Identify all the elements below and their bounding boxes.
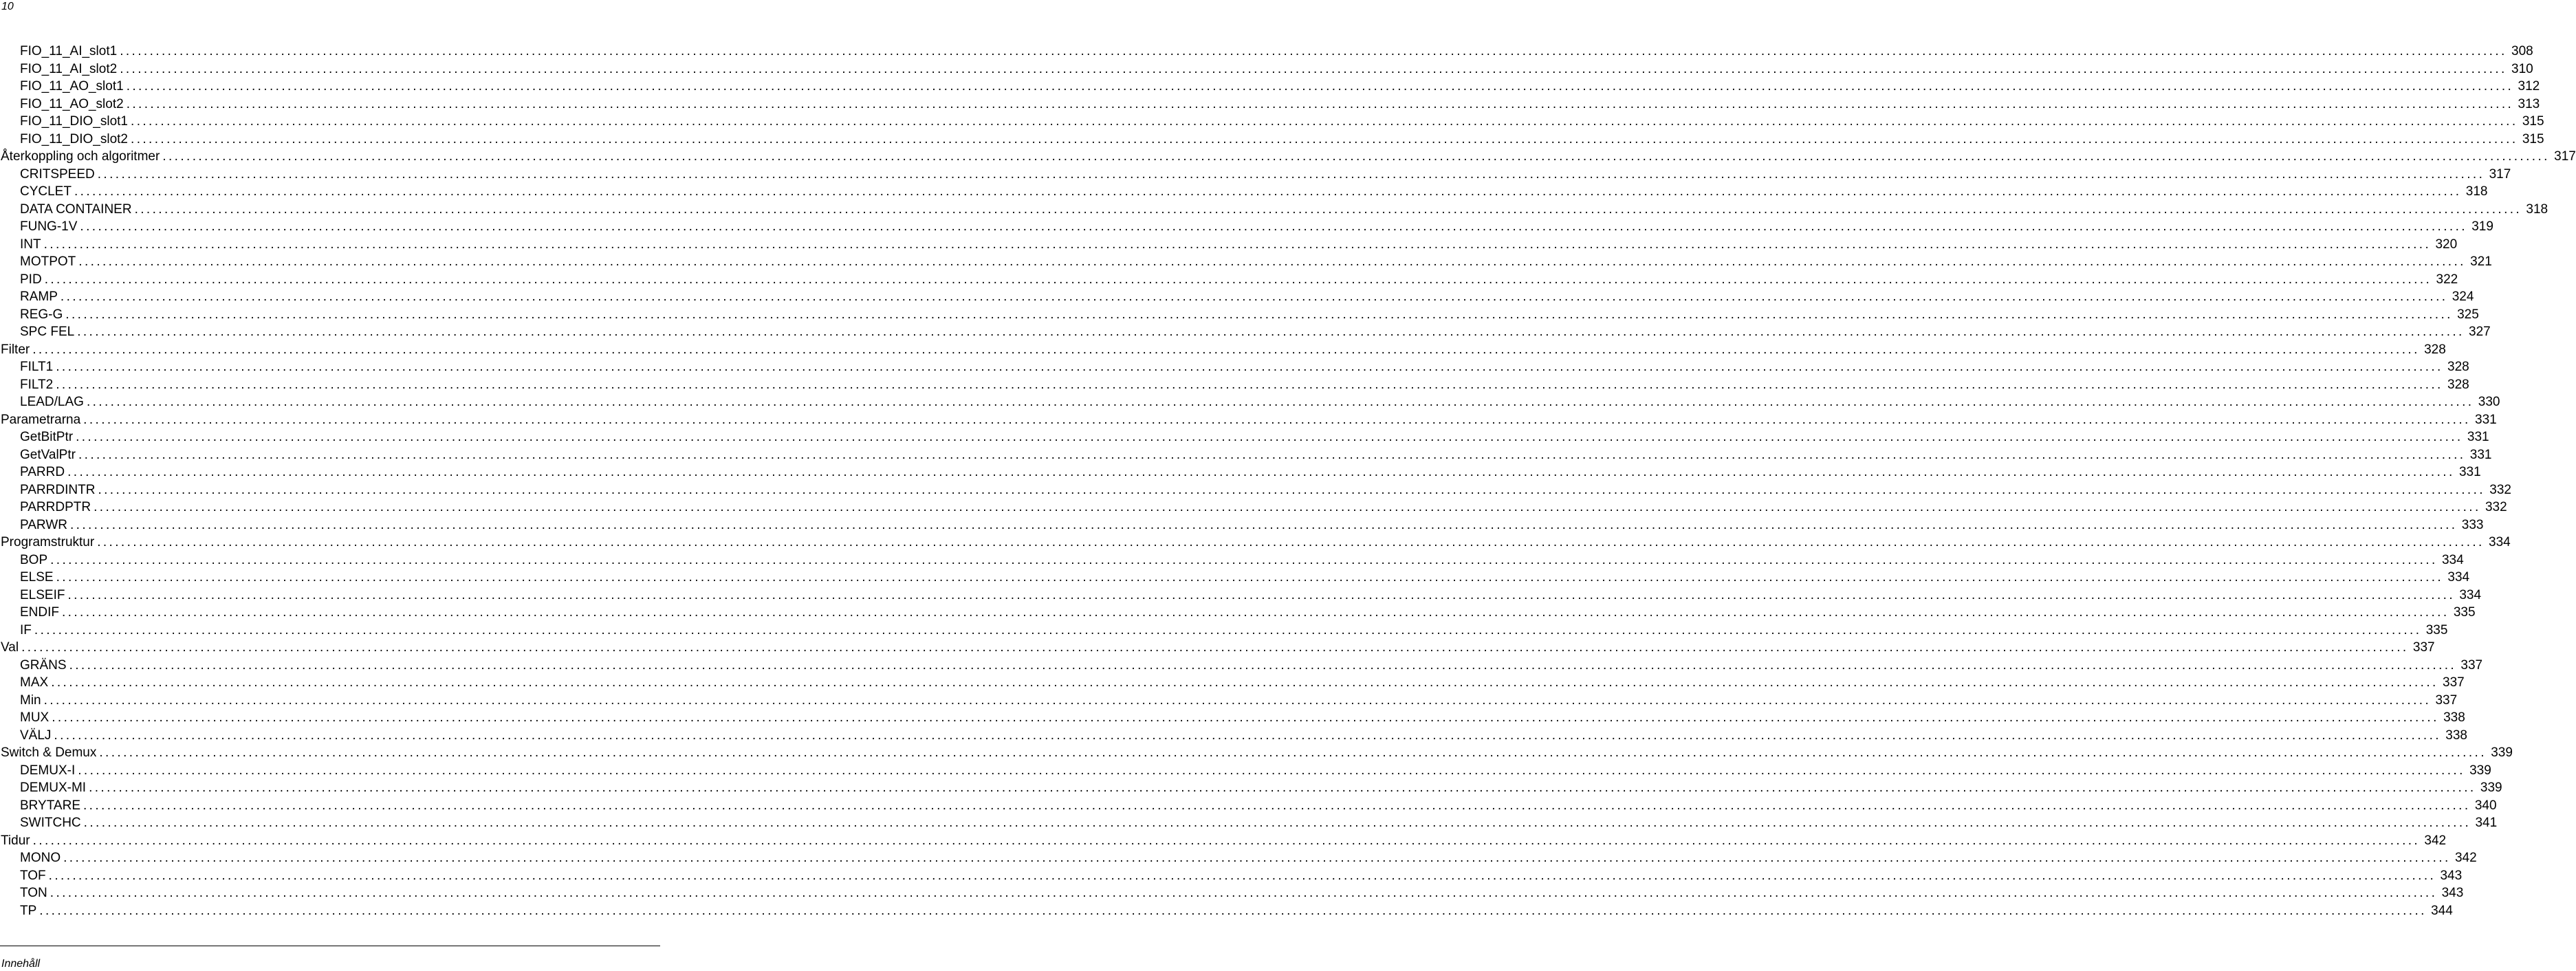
toc-entry-page-number: 342 <box>2454 851 2477 865</box>
toc-section-entry[interactable] <box>0 411 2497 429</box>
dot-leader: ................................................................................................................................................................................................................................................................................................................................................................................................................ <box>63 851 2451 865</box>
toc-entry[interactable] <box>0 323 2491 341</box>
toc-entry-label: FILT1 <box>20 360 54 374</box>
toc-entry-page-number: 317 <box>2489 166 2511 182</box>
toc-entry-page-number: 337 <box>2435 692 2458 708</box>
toc-entry[interactable] <box>0 779 2502 797</box>
dot-leader: ................................................................................................................................................................................................................................................................................................................................................................................................................ <box>21 640 2409 655</box>
toc-entry[interactable] <box>0 428 2489 446</box>
toc-entry-label: FIO_11_AO_slot1 <box>20 79 124 94</box>
toc-entry-label: PARRDINTR <box>20 482 96 497</box>
dot-leader: ................................................................................................................................................................................................................................................................................................................................................................................................................ <box>83 412 2471 427</box>
toc-entry-label: Programstruktur <box>1 535 95 549</box>
toc-entry-page-number: 340 <box>2474 798 2497 813</box>
toc-entry-page-number: 339 <box>2469 763 2491 778</box>
toc-entry-label: VÄLJ <box>20 728 52 743</box>
toc-entry-label: Tidur <box>1 833 30 848</box>
dot-leader: ................................................................................................................................................................................................................................................................................................................................................................................................................ <box>56 377 2443 392</box>
toc-entry[interactable] <box>0 166 2511 184</box>
toc-entry-label: GRÄNS <box>20 657 67 673</box>
toc-entry[interactable] <box>0 376 2469 394</box>
toc-entry[interactable] <box>0 236 2458 254</box>
toc-entry-label: ELSE <box>20 570 54 585</box>
toc-entry-label: TP <box>20 903 37 918</box>
toc-entry-page-number: 313 <box>2518 96 2540 111</box>
dot-leader: ................................................................................................................................................................................................................................................................................................................................................................................................................ <box>76 430 2463 444</box>
toc-entry[interactable] <box>0 271 2458 289</box>
toc-entry[interactable] <box>0 727 2467 745</box>
toc-entry-page-number: 338 <box>2443 710 2465 725</box>
footer-title: Innehåll <box>1 958 41 970</box>
dot-leader: ................................................................................................................................................................................................................................................................................................................................................................................................................ <box>69 657 2457 673</box>
dot-leader: ................................................................................................................................................................................................................................................................................................................................................................................................................ <box>69 517 2458 532</box>
dot-leader: ................................................................................................................................................................................................................................................................................................................................................................................................................ <box>120 61 2507 76</box>
toc-entry-page-number: 339 <box>2491 745 2513 760</box>
toc-entry[interactable] <box>0 902 2453 920</box>
toc-entry-label: MONO <box>20 851 61 865</box>
toc-entry-label: Återkoppling och algoritmer <box>1 149 160 164</box>
dot-leader: ................................................................................................................................................................................................................................................................................................................................................................................................................ <box>56 570 2444 585</box>
dot-leader: ................................................................................................................................................................................................................................................................................................................................................................................................................ <box>74 184 2462 199</box>
toc-entry[interactable] <box>0 622 2448 640</box>
toc-entry-label: MAX <box>20 675 49 690</box>
toc-entry[interactable] <box>0 288 2474 306</box>
toc-entry-label: Filter <box>1 342 30 357</box>
toc-entry-page-number: 342 <box>2424 833 2447 848</box>
toc-entry-page-number: 344 <box>2431 903 2453 918</box>
toc-section-entry[interactable] <box>0 534 2511 552</box>
toc-entry[interactable] <box>0 814 2498 832</box>
toc-entry[interactable] <box>0 569 2470 587</box>
toc-entry[interactable] <box>0 393 2500 411</box>
toc-entry[interactable] <box>0 709 2465 727</box>
toc-entry-label: Min <box>20 692 41 708</box>
toc-entry-page-number: 332 <box>2485 500 2507 514</box>
toc-entry-page-number: 318 <box>2526 201 2548 217</box>
dot-leader: ................................................................................................................................................................................................................................................................................................................................................................................................................ <box>78 763 2465 778</box>
dot-leader: ................................................................................................................................................................................................................................................................................................................................................................................................................ <box>52 710 2439 725</box>
dot-leader: ................................................................................................................................................................................................................................................................................................................................................................................................................ <box>131 131 2518 146</box>
dot-leader: ................................................................................................................................................................................................................................................................................................................................................................................................................ <box>162 149 2550 164</box>
toc-entry-label: Val <box>1 640 19 655</box>
toc-entry[interactable] <box>0 587 2482 604</box>
dot-leader: ................................................................................................................................................................................................................................................................................................................................................................................................................ <box>126 96 2514 111</box>
toc-entry-page-number: 339 <box>2480 781 2502 795</box>
toc-entry-label: BOP <box>20 552 48 567</box>
toc-entry-page-number: 334 <box>2489 535 2511 549</box>
toc-entry-page-number: 335 <box>2425 622 2448 637</box>
dot-leader: ................................................................................................................................................................................................................................................................................................................................................................................................................ <box>94 500 2481 514</box>
dot-leader: ................................................................................................................................................................................................................................................................................................................................................................................................................ <box>99 745 2487 760</box>
toc-entry-page-number: 310 <box>2511 61 2533 76</box>
toc-entry-label: Switch & Demux <box>1 745 97 760</box>
toc-entry[interactable] <box>0 131 2544 149</box>
toc-entry-page-number: 327 <box>2469 325 2491 339</box>
toc-entry-page-number: 334 <box>2441 552 2464 567</box>
toc-entry[interactable] <box>0 867 2463 885</box>
toc-entry-label: PARRD <box>20 465 65 479</box>
toc-entry-page-number: 315 <box>2522 114 2544 129</box>
toc-section-entry[interactable] <box>0 744 2513 762</box>
toc-entry-page-number: 317 <box>2554 149 2576 164</box>
toc-entry[interactable] <box>0 201 2548 219</box>
toc-entry-page-number: 319 <box>2471 219 2493 234</box>
toc-entry[interactable] <box>0 61 2533 78</box>
toc-entry[interactable] <box>0 78 2540 96</box>
toc-entry-page-number: 331 <box>2467 430 2489 444</box>
toc-entry-label: GetValPtr <box>20 447 76 462</box>
dot-leader: ................................................................................................................................................................................................................................................................................................................................................................................................................ <box>56 360 2443 374</box>
toc-entry-page-number: 334 <box>2459 587 2482 602</box>
toc-entry[interactable] <box>0 463 2481 481</box>
toc-entry-page-number: 325 <box>2457 307 2479 322</box>
toc-entry[interactable] <box>0 96 2540 113</box>
toc-entry-label: PID <box>20 272 42 287</box>
toc-entry[interactable] <box>0 306 2479 324</box>
toc-entry-page-number: 320 <box>2435 237 2458 252</box>
dot-leader: ................................................................................................................................................................................................................................................................................................................................................................................................................ <box>43 692 2432 708</box>
dot-leader: ................................................................................................................................................................................................................................................................................................................................................................................................................ <box>39 903 2427 918</box>
toc-entry-label: DEMUX-MI <box>20 781 87 795</box>
dot-leader: ................................................................................................................................................................................................................................................................................................................................................................................................................ <box>134 201 2522 217</box>
toc-entry-label: DATA CONTAINER <box>20 201 132 217</box>
toc-entry-page-number: 308 <box>2511 44 2533 58</box>
toc-entry-label: RAMP <box>20 290 58 304</box>
toc-entry-label: FIO_11_DIO_slot1 <box>20 114 129 129</box>
toc-entry[interactable] <box>0 218 2493 236</box>
toc-entry[interactable] <box>0 113 2544 131</box>
dot-leader: ................................................................................................................................................................................................................................................................................................................................................................................................................ <box>89 781 2476 795</box>
dot-leader: ................................................................................................................................................................................................................................................................................................................................................................................................................ <box>60 290 2448 304</box>
dot-leader: ................................................................................................................................................................................................................................................................................................................................................................................................................ <box>97 535 2485 549</box>
toc-entry-page-number: 331 <box>2475 412 2497 427</box>
toc-entry[interactable] <box>0 552 2464 569</box>
toc-entry-label: REG-G <box>20 307 63 322</box>
toc-entry-page-number: 328 <box>2447 360 2469 374</box>
toc-entry-label: ENDIF <box>20 605 59 620</box>
toc-section-entry[interactable] <box>0 148 2576 166</box>
toc-entry[interactable] <box>0 797 2497 815</box>
toc-entry-label: FIO_11_AI_slot1 <box>20 44 118 58</box>
toc-entry-label: LEAD/LAG <box>20 395 84 409</box>
toc-entry[interactable] <box>0 253 2492 271</box>
toc-entry-label: ELSEIF <box>20 587 65 602</box>
toc-entry-label: DEMUX-I <box>20 763 76 778</box>
dot-leader: ................................................................................................................................................................................................................................................................................................................................................................................................................ <box>32 833 2421 848</box>
toc-entry[interactable] <box>0 43 2533 61</box>
toc-entry-label: FILT2 <box>20 377 54 392</box>
dot-leader: ................................................................................................................................................................................................................................................................................................................................................................................................................ <box>50 886 2438 900</box>
dot-leader: ................................................................................................................................................................................................................................................................................................................................................................................................................ <box>67 465 2455 479</box>
toc-entry-label: SPC FEL <box>20 325 75 339</box>
toc-entry-label: TOF <box>20 868 46 883</box>
toc-entry-label: BRYTARE <box>20 798 80 813</box>
toc-entry[interactable] <box>0 481 2511 499</box>
toc-entry-label: MUX <box>20 710 50 725</box>
dot-leader: ................................................................................................................................................................................................................................................................................................................................................................................................................ <box>77 325 2465 339</box>
toc-entry-page-number: 333 <box>2461 517 2484 532</box>
dot-leader: ................................................................................................................................................................................................................................................................................................................................................................................................................ <box>83 798 2471 813</box>
dot-leader: ................................................................................................................................................................................................................................................................................................................................................................................................................ <box>67 587 2456 602</box>
toc-entry[interactable] <box>0 183 2488 201</box>
toc-entry[interactable] <box>0 674 2465 692</box>
toc-entry-page-number: 341 <box>2475 816 2498 830</box>
dot-leader: ................................................................................................................................................................................................................................................................................................................................................................................................................ <box>44 272 2432 287</box>
toc-entry[interactable] <box>0 657 2483 675</box>
table-of-contents <box>0 43 2576 919</box>
dot-leader: ................................................................................................................................................................................................................................................................................................................................................................................................................ <box>54 728 2441 743</box>
dot-leader: ................................................................................................................................................................................................................................................................................................................................................................................................................ <box>86 395 2474 409</box>
toc-entry-page-number: 338 <box>2445 728 2467 743</box>
toc-entry-page-number: 328 <box>2447 377 2469 392</box>
toc-entry-label: TON <box>20 886 47 900</box>
toc-entry-label: Parametrarna <box>1 412 81 427</box>
toc-entry[interactable] <box>0 446 2492 464</box>
toc-entry-label: MOTPOT <box>20 254 76 269</box>
toc-entry[interactable] <box>0 604 2476 622</box>
dot-leader: ................................................................................................................................................................................................................................................................................................................................................................................................................ <box>80 219 2467 234</box>
dot-leader: ................................................................................................................................................................................................................................................................................................................................................................................................................ <box>126 79 2514 94</box>
toc-entry-page-number: 312 <box>2518 79 2540 94</box>
toc-entry[interactable] <box>0 849 2477 867</box>
toc-entry-page-number: 315 <box>2522 131 2544 146</box>
toc-entry[interactable] <box>0 358 2469 376</box>
toc-entry[interactable] <box>0 884 2464 902</box>
dot-leader: ................................................................................................................................................................................................................................................................................................................................................................................................................ <box>131 114 2518 129</box>
toc-entry-label: CYCLET <box>20 184 72 199</box>
toc-entry-page-number: 334 <box>2447 570 2470 585</box>
dot-leader: ................................................................................................................................................................................................................................................................................................................................................................................................................ <box>43 237 2432 252</box>
toc-entry-label: INT <box>20 237 41 252</box>
toc-entry[interactable] <box>0 516 2484 534</box>
toc-entry-page-number: 337 <box>2460 657 2483 673</box>
toc-entry-label: FIO_11_DIO_slot2 <box>20 131 129 146</box>
toc-entry-page-number: 343 <box>2440 868 2463 883</box>
dot-leader: ................................................................................................................................................................................................................................................................................................................................................................................................................ <box>78 447 2466 462</box>
toc-entry-label: SWITCHC <box>20 816 81 830</box>
dot-leader: ................................................................................................................................................................................................................................................................................................................................................................................................................ <box>65 307 2453 322</box>
toc-entry-label: CRITSPEED <box>20 166 95 182</box>
toc-entry-label: FIO_11_AI_slot2 <box>20 61 118 76</box>
toc-entry-page-number: 324 <box>2452 290 2474 304</box>
dot-leader: ................................................................................................................................................................................................................................................................................................................................................................................................................ <box>32 342 2420 357</box>
toc-entry-page-number: 343 <box>2441 886 2464 900</box>
toc-entry-page-number: 335 <box>2453 605 2476 620</box>
dot-leader: ................................................................................................................................................................................................................................................................................................................................................................................................................ <box>120 44 2507 58</box>
dot-leader: ................................................................................................................................................................................................................................................................................................................................................................................................................ <box>78 254 2466 269</box>
dot-leader: ................................................................................................................................................................................................................................................................................................................................................................................................................ <box>97 166 2485 182</box>
toc-entry-label: IF <box>20 622 32 637</box>
page-number: 10 <box>1 1 14 12</box>
toc-section-entry[interactable] <box>0 832 2447 850</box>
toc-section-entry[interactable] <box>0 639 2435 657</box>
toc-entry-label: FIO_11_AO_slot2 <box>20 96 124 111</box>
dot-leader: ................................................................................................................................................................................................................................................................................................................................................................................................................ <box>48 868 2436 883</box>
dot-leader: ................................................................................................................................................................................................................................................................................................................................................................................................................ <box>83 816 2471 830</box>
toc-entry-page-number: 322 <box>2436 272 2458 287</box>
dot-leader: ................................................................................................................................................................................................................................................................................................................................................................................................................ <box>51 675 2438 690</box>
dot-leader: ................................................................................................................................................................................................................................................................................................................................................................................................................ <box>98 482 2485 497</box>
toc-entry-page-number: 321 <box>2470 254 2492 269</box>
toc-entry-label: GetBitPtr <box>20 430 74 444</box>
toc-entry-label: PARRDPTR <box>20 500 91 514</box>
toc-section-entry[interactable] <box>0 341 2446 359</box>
toc-entry-page-number: 331 <box>2469 447 2492 462</box>
dot-leader: ................................................................................................................................................................................................................................................................................................................................................................................................................ <box>34 622 2422 637</box>
toc-entry[interactable] <box>0 499 2507 516</box>
toc-entry[interactable] <box>0 692 2458 710</box>
toc-entry-label: PARWR <box>20 517 67 532</box>
dot-leader: ................................................................................................................................................................................................................................................................................................................................................................................................................ <box>50 552 2438 567</box>
toc-entry-page-number: 332 <box>2489 482 2511 497</box>
toc-entry-page-number: 318 <box>2465 184 2488 199</box>
toc-entry[interactable] <box>0 762 2491 780</box>
dot-leader: ................................................................................................................................................................................................................................................................................................................................................................................................................ <box>62 605 2449 620</box>
toc-entry-page-number: 337 <box>2412 640 2435 655</box>
toc-entry-page-number: 337 <box>2443 675 2465 690</box>
toc-entry-page-number: 331 <box>2458 465 2481 479</box>
toc-entry-page-number: 330 <box>2478 395 2500 409</box>
toc-entry-page-number: 328 <box>2424 342 2446 357</box>
toc-entry-label: FUNG-1V <box>20 219 78 234</box>
